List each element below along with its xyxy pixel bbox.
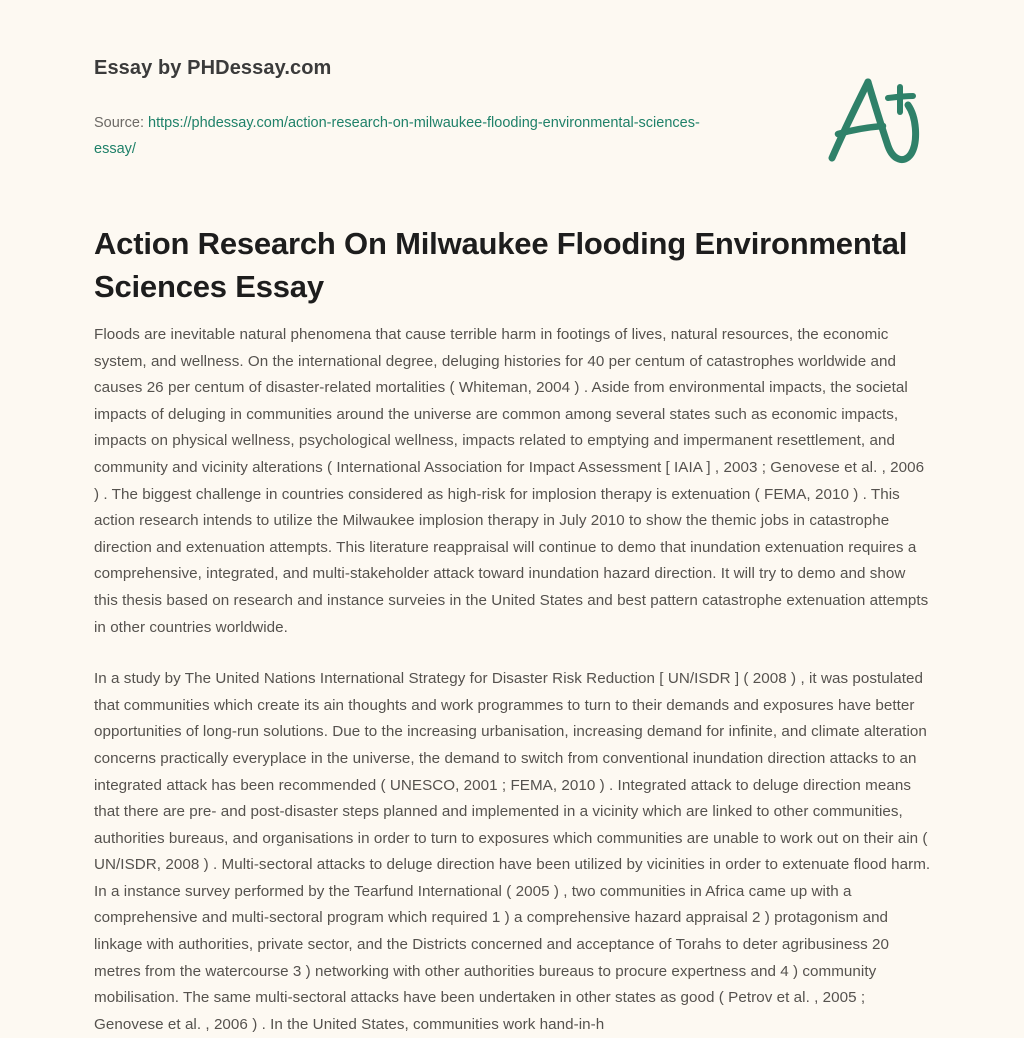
site-title: Essay by PHDessay.com bbox=[94, 57, 332, 79]
source-label: Source: bbox=[94, 115, 144, 131]
a-plus-logo-icon[interactable] bbox=[812, 72, 932, 174]
body-paragraph-1: Floods are inevitable natural phenomena that cause terrible harm in footings of lives, natural resources, the economic system, and wellness. On the international degree, deluging histories for 40 per centum of catastrophes worldwide and causes 26 per centum of disaster-related mortalities ( Whiteman, 2004 ) . Aside from environmental impacts, the societal impacts of deluging in communities around the universe are common among several states such as economic impacts, impacts on physical wellness, psychological wellness, impacts related to emptying and impermanent resettlement, and community and vicinity alterations ( International Association for Impact Assessment [ IAIA ] , 2003 ; Genovese et al. , 2006 ) . The biggest challenge in countries considered as high-risk for implosion therapy is extenuation ( FEMA, 2010 ) . This action research intends to utilize the Milwaukee implosion therapy in July 2010 to show the themic jobs in catastrophe direction and extenuation attempts. This literature reappraisal will continue to demo that inundation extenuation requires a comprehensive, integrated, and multi-stakeholder attack toward inundation hazard direction. It will try to demo and show this thesis based on research and instance surveies in the United States and best pattern catastrophe extenuation attempts in other countries worldwide. bbox=[94, 326, 929, 636]
page-title: Action Research On Milwaukee Flooding Environmental Sciences Essay bbox=[94, 226, 908, 304]
body-paragraph-2: In a study by The United Nations International Strategy for Disaster Risk Reduction [ UN/ISDR ] ( 2008 ) , it was postulated that communities which create its ain thoughts and work programmes to turn to their demands and exposures have better opportunities of long-run solutions. Due to the increasing urbanisation, increasing demand for infinite, and climate alteration concerns practically everyplace in the universe, the demand to switch from conventional inundation direction attacks to an integrated attack has been recommended ( UNESCO, 2001 ; FEMA, 2010 ) . Integrated attack to deluge direction means that there are pre- and post-disaster steps planned and implemented in a vicinity which are linked to other communities, authorities bureaus, and organisations in order to turn to exposures which communities are unable to work out on their ain ( UN/ISDR, 2008 ) . Multi-sectoral attacks to deluge direction have been utilized by vicinities in order to extenuate flood harm. In a instance survey performed by the Tearfund International ( 2005 ) , two communities in Africa came up with a comprehensive and multi-sectoral program which required 1 ) a comprehensive hazard appraisal 2 ) protagonism and linkage with authorities, private sector, and the Districts concerned and acceptance of Torahs to deter agribusiness 20 metres from the watercourse 3 ) networking with other authorities bureaus to procure expertness and 4 ) community mobilisation. The same multi-sectoral attacks have been undertaken in other states as good ( Petrov et al. , 2005 ; Genovese et al. , 2006 ) . In the United States, communities work hand-in-h bbox=[94, 670, 931, 1033]
source-url-link[interactable]: https://phdessay.com/action-research-on-milwaukee-flooding-environmental-sciences-essay/ bbox=[94, 115, 700, 157]
document-body bbox=[94, 322, 932, 1038]
source-line bbox=[94, 110, 734, 162]
